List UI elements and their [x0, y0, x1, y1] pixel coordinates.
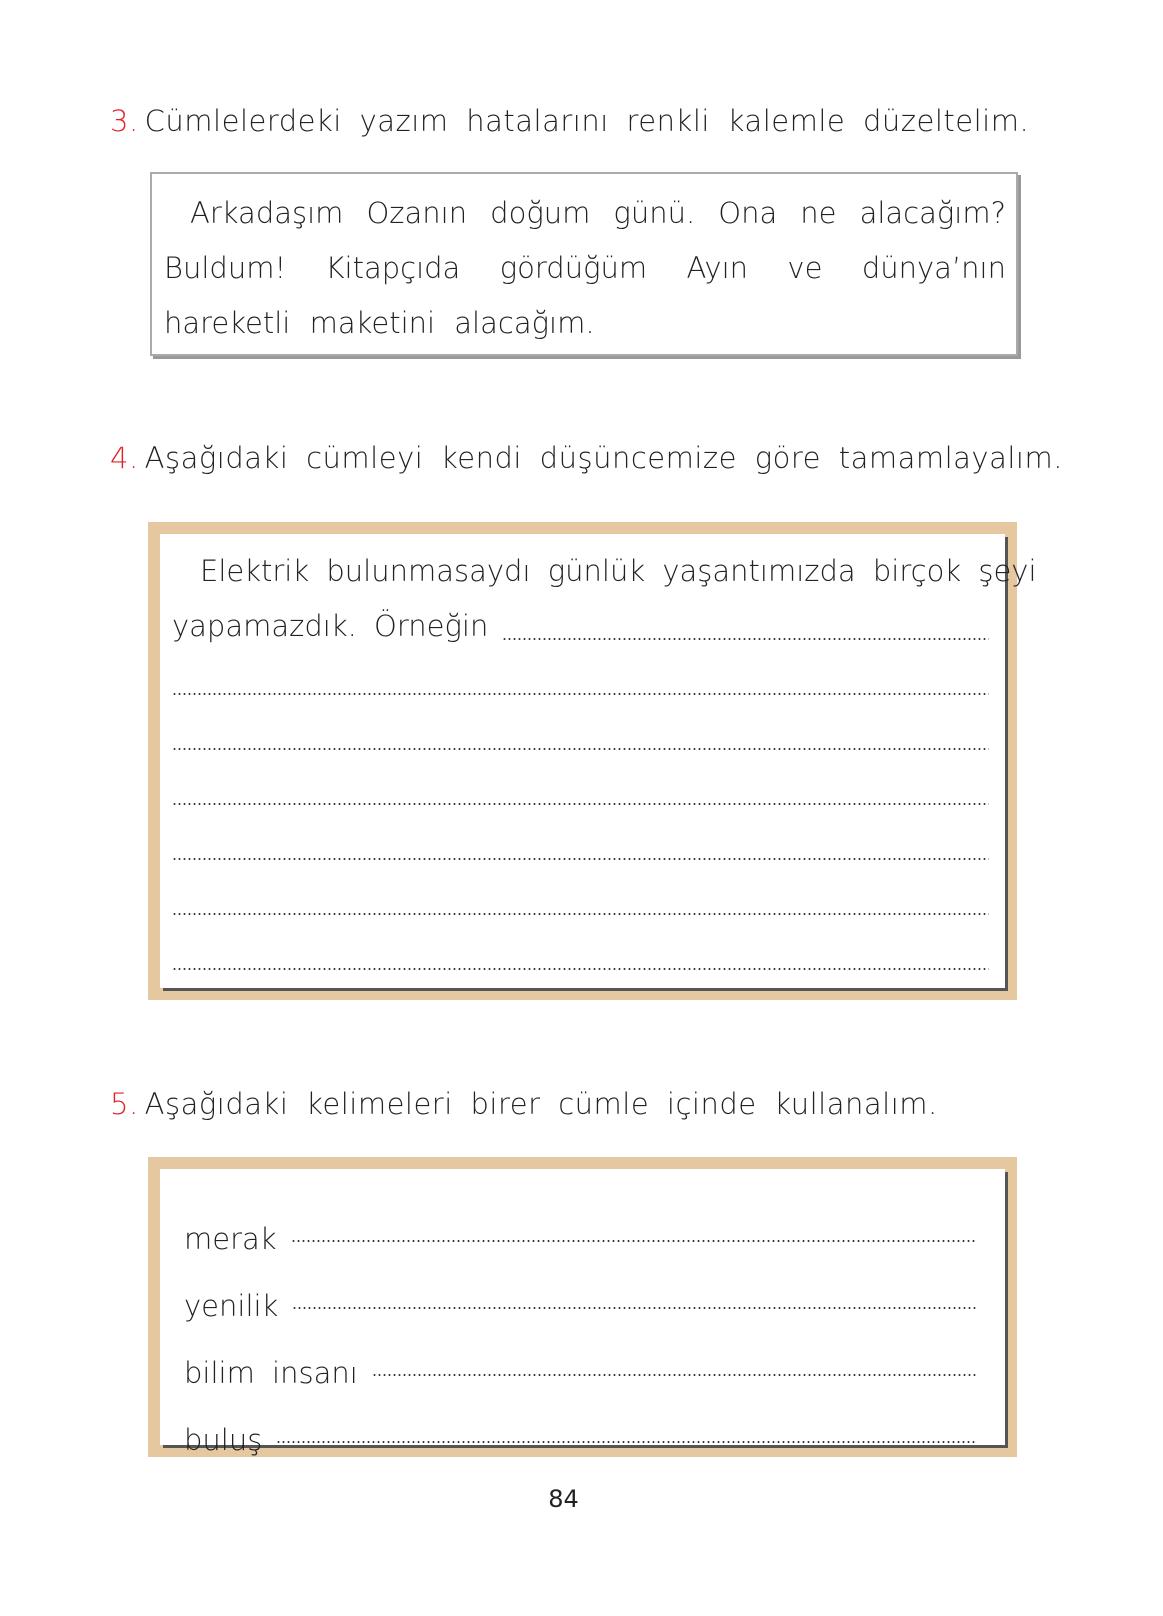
question-4-frame: [148, 522, 1037, 1000]
answer-line[interactable]: [172, 819, 989, 874]
question-3-text-box: [150, 172, 1018, 356]
answer-dotted-line[interactable]: [502, 638, 989, 640]
answer-line[interactable]: [172, 874, 989, 929]
word-label: buluş: [184, 1423, 263, 1457]
answer-dotted-line[interactable]: [172, 693, 989, 695]
question-text: Aşağıdaki cümleyi kendi düşüncemize göre tamamlayalım.: [144, 441, 1063, 475]
word-label: bilim insanı: [184, 1356, 358, 1390]
prompt-text: yapamazdık. Örneğin: [172, 609, 489, 643]
question-number: 4.: [110, 441, 139, 475]
question-text: Aşağıdaki kelimeleri birer cümle içinde kullanalım.: [144, 1087, 938, 1121]
question-3-heading: [110, 104, 1029, 138]
question-number: 3.: [110, 104, 139, 138]
word-row: [184, 1323, 977, 1390]
answer-dotted-line[interactable]: [172, 968, 989, 970]
word-label: merak: [184, 1222, 277, 1256]
paragraph-to-correct[interactable]: Arkadaşım Ozanın doğum günü. Ona ne alacağım? Buldum! Kitapçıda gördüğüm Ayın ve dünya’nın hareketli maketini alacağım.: [164, 196, 1006, 340]
answer-dotted-line[interactable]: [172, 858, 989, 860]
answer-line[interactable]: [172, 654, 989, 709]
answer-line[interactable]: [172, 709, 989, 764]
answer-line[interactable]: [172, 764, 989, 819]
question-4-heading: [110, 441, 1063, 475]
prompt-line-2: [172, 599, 989, 654]
answer-dotted-line[interactable]: [276, 1441, 977, 1443]
answer-dotted-line[interactable]: [172, 913, 989, 915]
answer-line[interactable]: [172, 929, 989, 984]
question-4-answer-area: [160, 534, 1037, 988]
answer-dotted-line[interactable]: [291, 1240, 977, 1242]
question-text: Cümlelerdeki yazım hatalarını renkli kalemle düzeltelim.: [144, 104, 1030, 138]
answer-dotted-line[interactable]: [372, 1374, 977, 1376]
answer-dotted-line[interactable]: [172, 748, 989, 750]
page-number: 84: [548, 1485, 579, 1513]
prompt-line-1: [172, 544, 1037, 599]
question-5-heading: [110, 1087, 938, 1121]
question-5-answer-area: [160, 1169, 1005, 1457]
word-label: yenilik: [184, 1289, 279, 1323]
question-number: 5.: [110, 1087, 139, 1121]
answer-dotted-line[interactable]: [172, 803, 989, 805]
word-row: [184, 1390, 977, 1457]
question-5-frame: [148, 1157, 1017, 1457]
answer-dotted-line[interactable]: [292, 1307, 977, 1309]
prompt-text: Elektrik bulunmasaydı günlük yaşantımızda birçok şeyi: [200, 554, 1037, 588]
word-row: [184, 1256, 977, 1323]
word-row: [184, 1189, 977, 1256]
